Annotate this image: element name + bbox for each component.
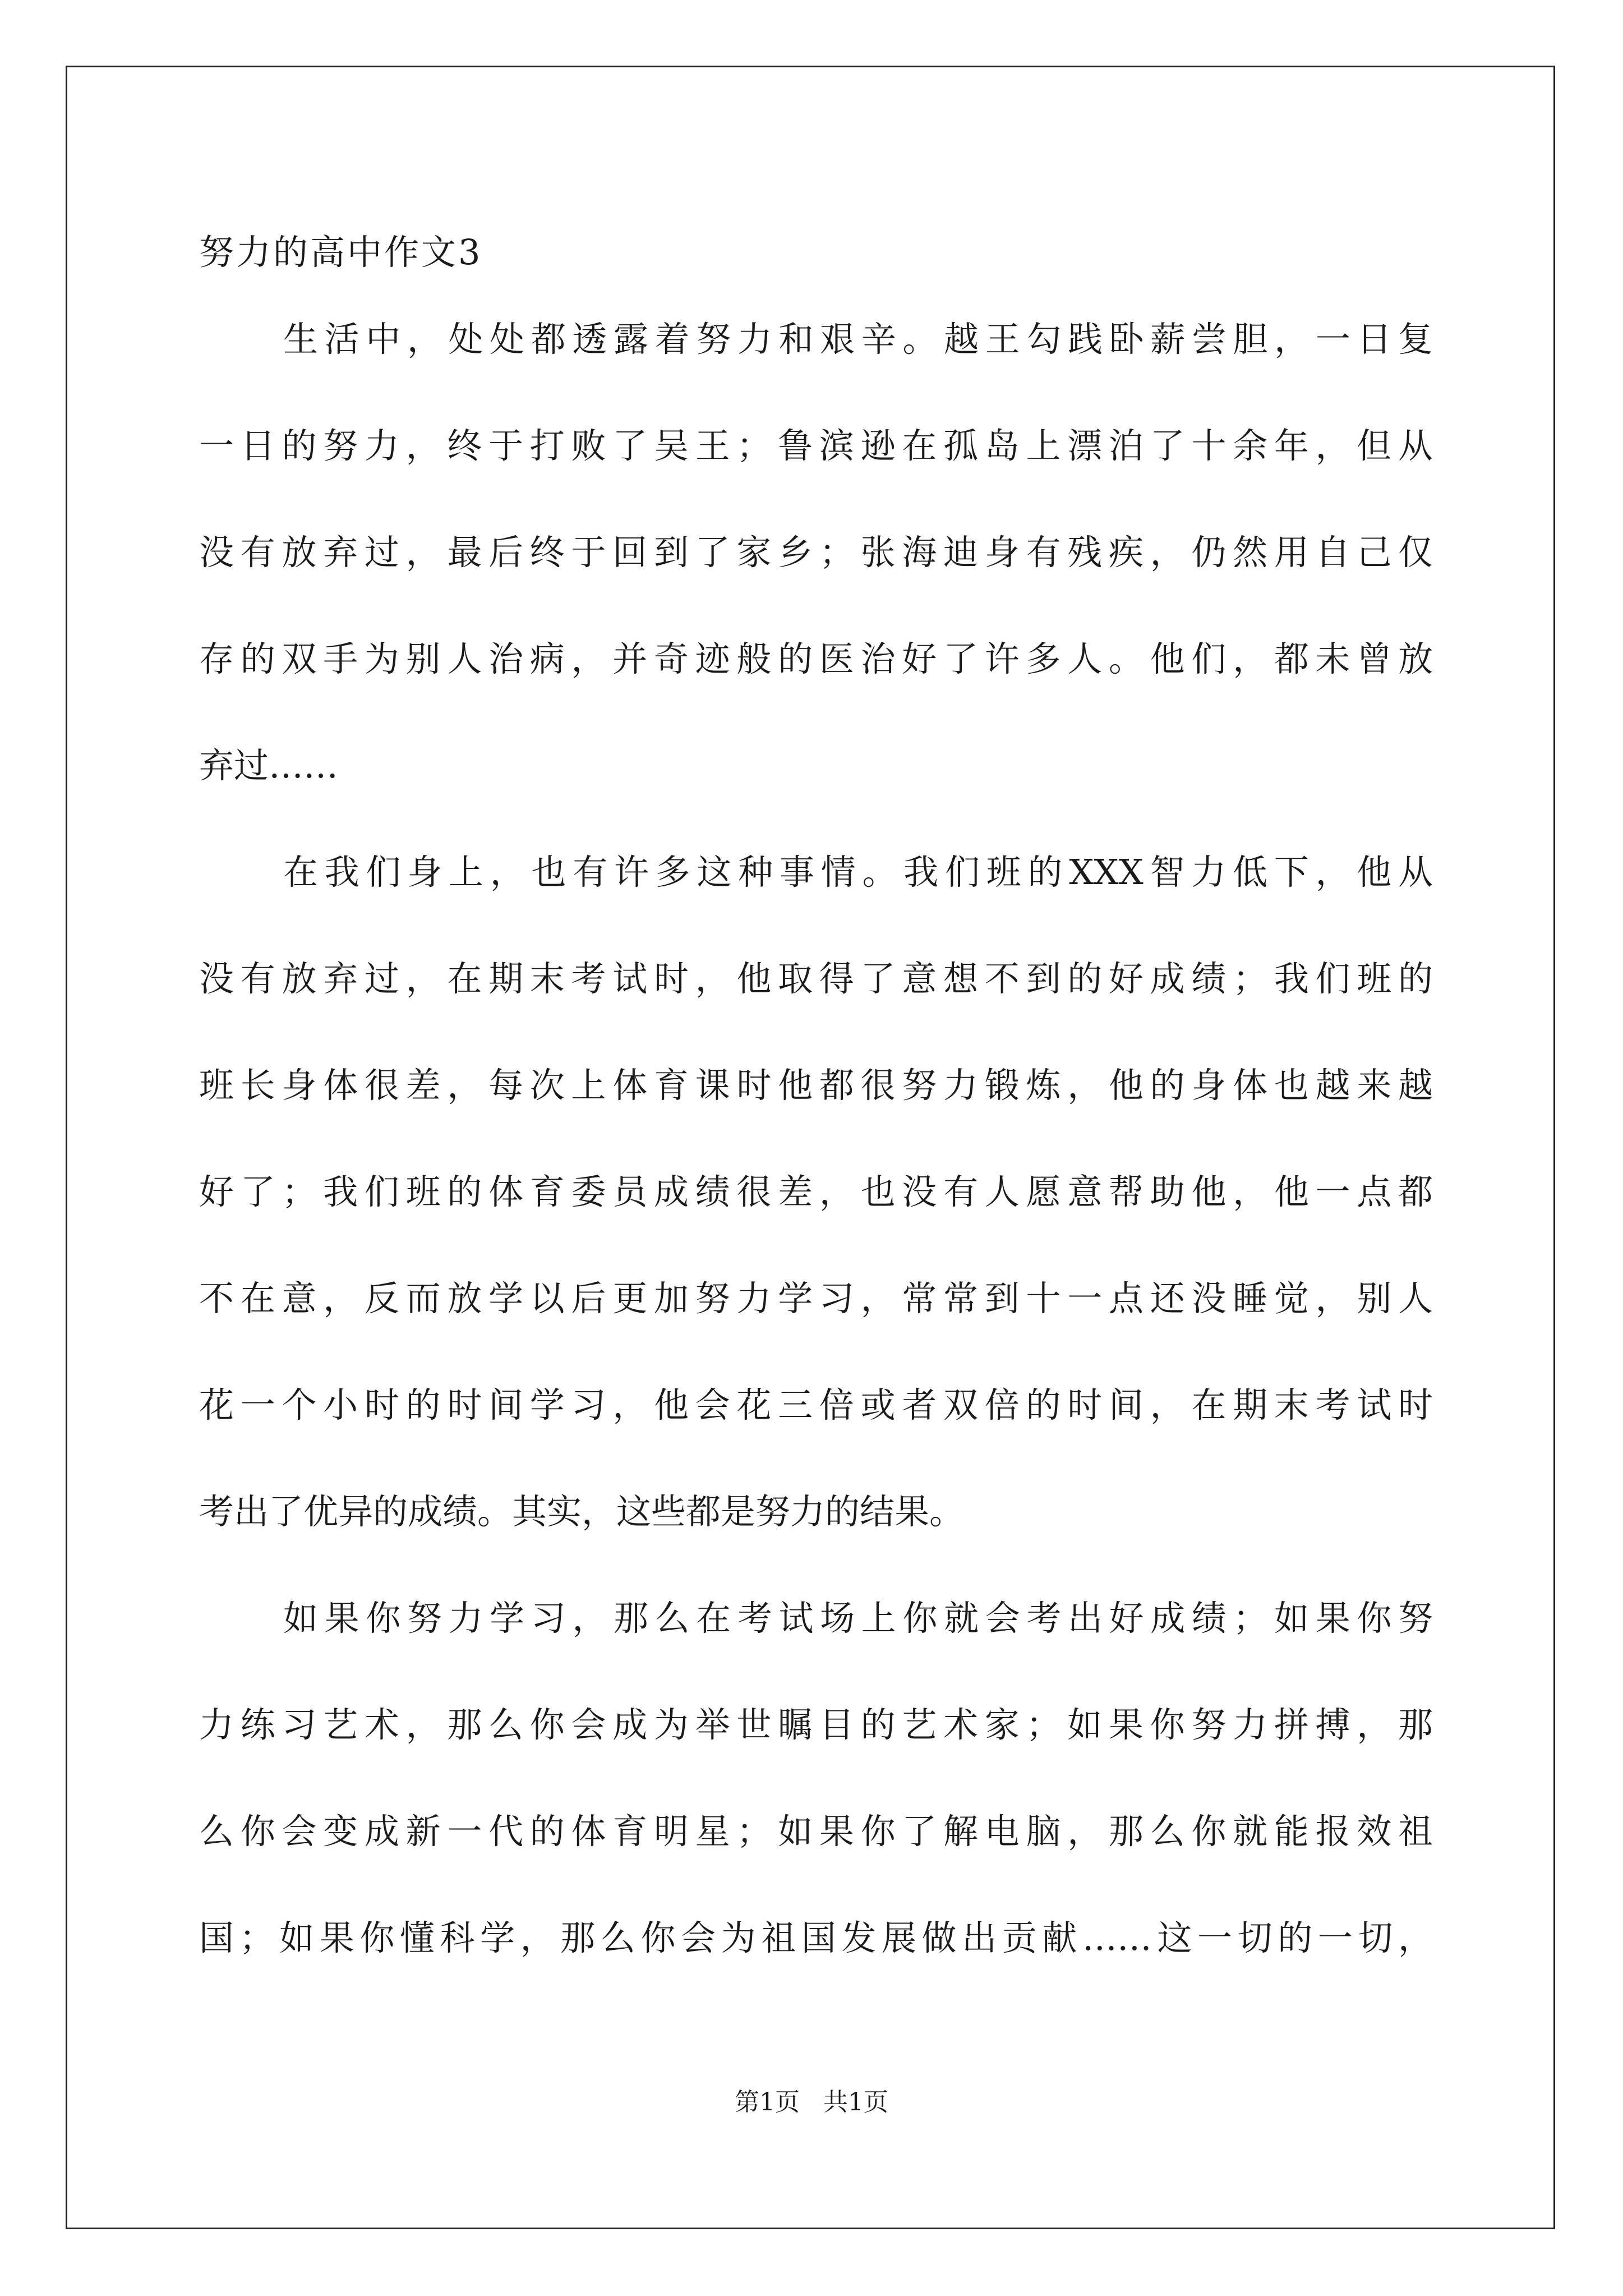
paragraph-2-line-3: 班长身体很差，每次上体育课时他都很努力锻炼，他的身体也越来越: [199, 1065, 1433, 1106]
paragraph-3-line-4: 国；如果你懂科学，那么你会为祖国发展做出贡献……这一切的一切，: [199, 1917, 1433, 1958]
paragraph-2-line-7: 考出了优异的成绩。其实，这些都是努力的结果。: [199, 1491, 965, 1532]
paragraph-2-line-5: 不在意，反而放学以后更加努力学习，常常到十一点还没睡觉，别人: [199, 1278, 1433, 1319]
paragraph-2-line-1: 在我们身上，也有许多这种事情。我们班的XXX智力低下，他从: [283, 852, 1433, 892]
paragraph-1-line-4: 存的双手为别人治病，并奇迹般的医治好了许多人。他们，都未曾放: [199, 638, 1433, 679]
page-number-footer: 第1页 共1页: [735, 2088, 888, 2116]
paragraph-2-line-4: 好了；我们班的体育委员成绩很差，也没有人愿意帮助他，他一点都: [199, 1171, 1433, 1212]
page-border: [66, 66, 1555, 2229]
paragraph-1-line-2: 一日的努力，终于打败了吴王；鲁滨逊在孤岛上漂泊了十余年，但从: [199, 425, 1433, 466]
document-title: 努力的高中作文3: [199, 232, 483, 273]
paragraph-2-line-2: 没有放弃过，在期末考试时，他取得了意想不到的好成绩；我们班的: [199, 958, 1433, 999]
paragraph-3-line-2: 力练习艺术，那么你会成为举世瞩目的艺术家；如果你努力拼搏，那: [199, 1704, 1433, 1745]
paragraph-2-line-6: 花一个小时的时间学习，他会花三倍或者双倍的时间，在期末考试时: [199, 1384, 1433, 1425]
paragraph-1-line-3: 没有放弃过，最后终于回到了家乡；张海迪身有残疾，仍然用自己仅: [199, 532, 1433, 573]
paragraph-3-line-3: 么你会变成新一代的体育明星；如果你了解电脑，那么你就能报效祖: [199, 1811, 1433, 1852]
paragraph-1-line-5: 弃过……: [199, 745, 339, 786]
paragraph-1-line-1: 生活中，处处都透露着努力和艰辛。越王勾践卧薪尝胆，一日复: [283, 319, 1433, 360]
paragraph-3-line-1: 如果你努力学习，那么在考试场上你就会考出好成绩；如果你努: [283, 1598, 1433, 1639]
